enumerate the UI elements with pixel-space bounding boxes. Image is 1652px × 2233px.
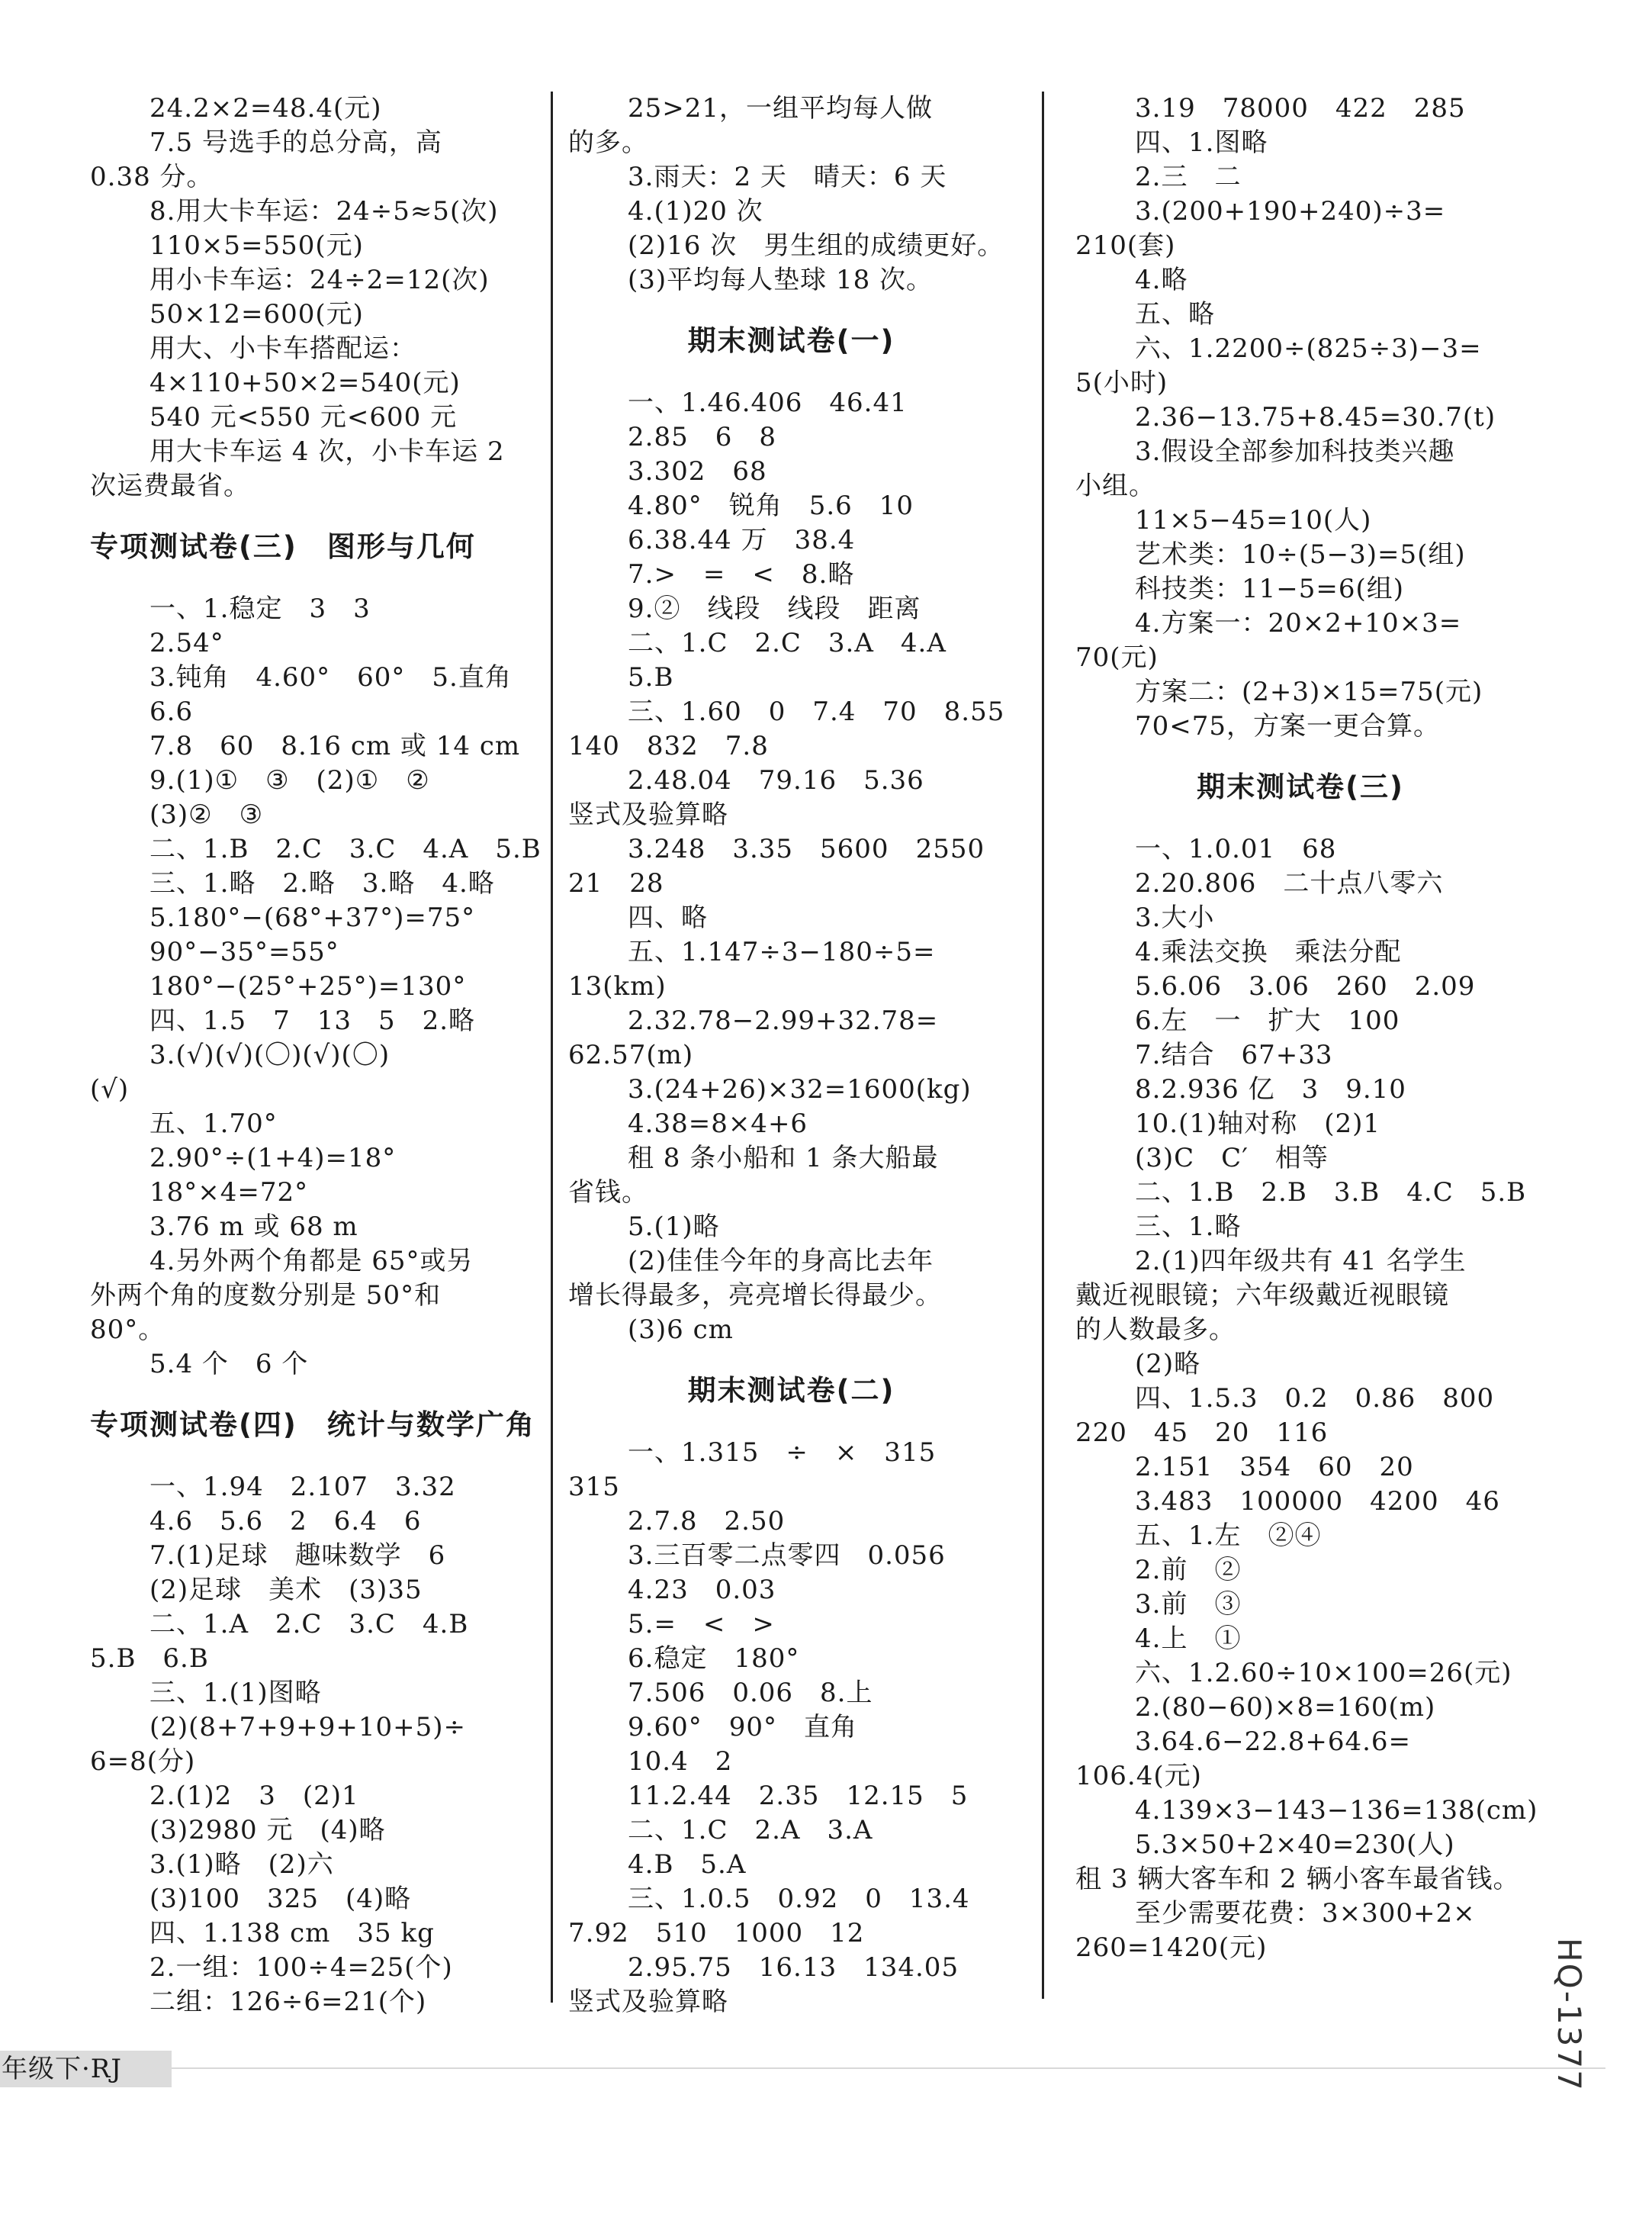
answer-line: 2.90°÷(1+4)=18° [149, 1143, 397, 1173]
answer-line: (3)平均每人垫球 18 次。 [628, 265, 934, 295]
answer-line: 用大、小卡车搭配运： [149, 333, 416, 364]
answer-line: 六、1.2.60÷10×100=26(元) [1135, 1658, 1512, 1688]
answer-line: 租 8 条小船和 1 条大船最 [628, 1143, 939, 1173]
answer-line: 用小卡车运：24÷2=12(次) [149, 265, 490, 295]
answer-line: 2.32.78−2.99+32.78= [628, 1005, 939, 1036]
answer-line: 艺术类：10÷(5−3)=5(组) [1135, 539, 1466, 570]
answer-line: 2.54° [149, 628, 224, 658]
answer-line: 18°×4=72° [149, 1177, 309, 1208]
answer-line: 4.23 0.03 [628, 1575, 776, 1605]
answer-line: 三、1.60 0 7.4 70 8.55 [628, 697, 1005, 727]
answer-line: 7.506 0.06 8.上 [628, 1678, 873, 1708]
answer-line: 四、1.5.3 0.2 0.86 800 [1135, 1383, 1495, 1414]
answer-line: 2.95.75 16.13 134.05 [628, 1952, 959, 1983]
column-divider [551, 92, 553, 2003]
answer-line: 外两个角的度数分别是 50°和 [90, 1280, 442, 1311]
answer-line: 戴近视眼镜；六年级戴近视眼镜 [1075, 1280, 1449, 1311]
answer-line: 11.2.44 2.35 12.15 5 [628, 1781, 969, 1811]
answer-line: 7.5 号选手的总分高，高 [149, 127, 442, 158]
side-code: HQ-1377 [1551, 1938, 1588, 2092]
answer-line: (2)(8+7+9+9+10+5)÷ [149, 1712, 467, 1742]
answer-line: 5.180°−(68°+37°)=75° [149, 903, 476, 933]
answer-line: 6.38.44 万 38.4 [628, 525, 856, 555]
answer-line: 80°。 [90, 1314, 166, 1345]
answer-line: (2)足球 美术 (3)35 [149, 1575, 423, 1605]
answer-line: 0.38 分。 [90, 162, 214, 192]
answer-line: 10.(1)轴对称 (2)1 [1135, 1108, 1381, 1139]
answer-line: 二、1.C 2.A 3.A [628, 1815, 873, 1845]
answer-line: 7.(1)足球 趣味数学 6 [149, 1540, 446, 1571]
answer-line: (3)6 cm [628, 1314, 734, 1345]
answer-line: 3.假设全部参加科技类兴趣 [1135, 436, 1455, 467]
answer-line: 50×12=600(元) [149, 299, 364, 330]
answer-line: 4×110+50×2=540(元) [149, 368, 461, 398]
answer-line: 3.三百零二点零四 0.056 [628, 1540, 946, 1571]
answer-line: 一、1.0.01 68 [1135, 834, 1337, 864]
answer-line: 竖式及验算略 [568, 1987, 728, 2017]
answer-line: 6=8(分) [90, 1746, 196, 1777]
answer-line: 5.= < > [628, 1609, 775, 1639]
answer-line: 2.36−13.75+8.45=30.7(t) [1135, 402, 1496, 433]
answer-line: 2.(1)2 3 (2)1 [149, 1781, 359, 1811]
answer-line: 62.57(m) [568, 1040, 694, 1070]
answer-column-1 [90, 92, 542, 2019]
answer-line: 四、1.图略 [1135, 127, 1268, 158]
answer-line: 二、1.B 2.C 3.C 4.A 5.B [149, 834, 542, 864]
answer-line: 3.(24+26)×32=1600(kg) [628, 1074, 972, 1105]
answer-line: 4.6 5.6 2 6.4 6 [149, 1506, 422, 1536]
answer-line: 2.三 二 [1135, 162, 1242, 192]
answer-line: (3)100 325 (4)略 [149, 1884, 412, 1914]
answer-line: 增长得最多，亮亮增长得最少。 [568, 1280, 942, 1311]
answer-line: 5(小时) [1075, 368, 1168, 398]
answer-line: 5.(1)略 [628, 1211, 720, 1242]
answer-line: 科技类：11−5=6(组) [1135, 574, 1405, 604]
answer-line: 五、略 [1135, 299, 1215, 330]
answer-line: 一、1.稳定 3 3 [149, 594, 371, 624]
answer-line: (2)16 次 男生组的成绩更好。 [628, 230, 1004, 261]
answer-line: 10.4 2 [628, 1746, 733, 1777]
answer-line: 90°−35°=55° [149, 937, 339, 967]
answer-line: 6.左 一 扩大 100 [1135, 1005, 1400, 1036]
answer-line: 4.38=8×4+6 [628, 1108, 808, 1139]
section-heading: 期末测试卷(三) [1197, 771, 1404, 803]
answer-line: 五、1.147÷3−180÷5= [628, 937, 936, 967]
answer-line: 四、1.138 cm 35 kg [149, 1918, 435, 1948]
answer-line: 3.大小 [1135, 903, 1215, 933]
section-heading: 期末测试卷(二) [687, 1374, 895, 1407]
answer-line: 3.19 78000 422 285 [1135, 93, 1466, 124]
answer-line: 3.302 68 [628, 456, 767, 487]
answer-line: 315 [568, 1472, 620, 1502]
answer-line: 一、1.315 ÷ × 315 [628, 1437, 937, 1468]
answer-line: 70(元) [1075, 642, 1159, 673]
answer-line: 24.2×2=48.4(元) [149, 93, 382, 124]
answer-line: 4.上 ① [1135, 1623, 1242, 1654]
answer-line: 三、1.略 2.略 3.略 4.略 [149, 868, 495, 899]
answer-line: 三、1.略 [1135, 1211, 1242, 1242]
column-divider [1042, 92, 1044, 1999]
answer-line: (2)略 [1135, 1349, 1201, 1379]
answer-line: 7.结合 67+33 [1135, 1040, 1333, 1070]
answer-line: 5.B 6.B [90, 1643, 209, 1674]
answer-line: 3.钝角 4.60° 60° 5.直角 [149, 662, 512, 693]
answer-line: (3)② ③ [149, 800, 264, 830]
answer-line: 7.> = < 8.略 [628, 559, 855, 590]
answer-line: 省钱。 [568, 1177, 648, 1208]
answer-line: 4.另外两个角都是 65°或另 [149, 1246, 474, 1276]
answer-line: 3.雨天：2 天 晴天：6 天 [628, 162, 947, 192]
answer-line: 4.139×3−143−136=138(cm) [1135, 1795, 1538, 1826]
footer-grade-tab [0, 2051, 172, 2087]
answer-line: 4.乘法交换 乘法分配 [1135, 937, 1402, 967]
answer-line: 2.前 ② [1135, 1555, 1242, 1585]
answer-line: 8.用大卡车运：24÷5≈5(次) [149, 196, 499, 227]
answer-line: 110×5=550(元) [149, 230, 364, 261]
answer-line: 4.略 [1135, 265, 1188, 295]
answer-line: 2.(1)四年级共有 41 名学生 [1135, 1246, 1467, 1276]
answer-line: 3.前 ③ [1135, 1589, 1242, 1620]
answer-line: 用大卡车运 4 次，小卡车运 2 [149, 436, 505, 467]
answer-line: 一、1.94 2.107 3.32 [149, 1472, 456, 1502]
answer-line: 3.76 m 或 68 m [149, 1211, 358, 1242]
answer-line: 8.2.936 亿 3 9.10 [1135, 1074, 1406, 1105]
answer-column-2 [568, 92, 1014, 2019]
answer-line: (√) [90, 1074, 130, 1105]
answer-line: 五、1.左 ②④ [1135, 1520, 1322, 1551]
footer-label: 年级下·RJ [2, 2054, 123, 2084]
answer-line: 至少需要花费：3×300+2× [1135, 1898, 1476, 1929]
answer-line: 竖式及验算略 [568, 800, 728, 830]
answer-line: 9.60° 90° 直角 [628, 1712, 857, 1742]
answer-line: 二、1.A 2.C 3.C 4.B [149, 1609, 469, 1639]
answer-line: 4.(1)20 次 [628, 196, 763, 227]
answer-line: 106.4(元) [1075, 1761, 1202, 1791]
answer-line: 3.(√)(√)(〇)(√)(〇) [149, 1040, 391, 1070]
answer-line: 二、1.B 2.B 3.B 4.C 5.B [1135, 1177, 1527, 1208]
answer-line: 5.3×50+2×40=230(人) [1135, 1829, 1455, 1860]
answer-line: 21 28 [568, 868, 664, 899]
answer-line: 次运费最省。 [90, 471, 250, 501]
answer-line: 五、1.70° [149, 1108, 278, 1139]
answer-line: 260=1420(元) [1075, 1932, 1268, 1963]
answer-line: 11×5−45=10(人) [1135, 505, 1372, 536]
answer-line: 25>21，一组平均每人做 [628, 93, 934, 124]
section-heading: 专项测试卷(四) 统计与数学广角 [90, 1408, 535, 1441]
answer-line: 2.151 354 60 20 [1135, 1452, 1414, 1482]
section-heading: 期末测试卷(一) [687, 324, 895, 357]
answer-line: 220 45 20 116 [1075, 1417, 1329, 1448]
answer-line: (3)2980 元 (4)略 [149, 1815, 386, 1845]
answer-line: 3.(200+190+240)÷3= [1135, 196, 1446, 227]
answer-line: 三、1.(1)图略 [149, 1678, 322, 1708]
answer-line: 一、1.46.406 46.41 [628, 388, 908, 418]
answer-line: 4.B 5.A [628, 1849, 747, 1880]
answer-line: 2.(80−60)×8=160(m) [1135, 1692, 1436, 1723]
answer-line: 租 3 辆大客车和 2 辆小客车最省钱。 [1075, 1864, 1520, 1894]
answer-line: (3)C C′ 相等 [1135, 1143, 1329, 1173]
answer-line: 9.② 线段 线段 距离 [628, 594, 921, 624]
answer-line: 210(套) [1075, 230, 1176, 261]
answer-line: 2.48.04 79.16 5.36 [628, 765, 924, 796]
answer-line: 3.(1)略 (2)六 [149, 1849, 334, 1880]
answer-line: 二、1.C 2.C 3.A 4.A [628, 628, 947, 658]
answer-line: 5.6.06 3.06 260 2.09 [1135, 971, 1476, 1002]
answer-line: (2)佳佳今年的身高比去年 [628, 1246, 934, 1276]
answer-line: 7.92 510 1000 12 [568, 1918, 865, 1948]
answer-line: 5.B [628, 662, 674, 693]
answer-line: 3.64.6−22.8+64.6= [1135, 1726, 1412, 1757]
answer-line: 四、略 [628, 903, 708, 933]
answer-line: 5.4 个 6 个 [149, 1349, 309, 1379]
answer-line: 70<75，方案一更合算。 [1135, 711, 1441, 742]
answer-line: 4.方案一：20×2+10×3= [1135, 608, 1462, 639]
answer-line: 小组。 [1075, 471, 1155, 501]
answer-line: 180°−(25°+25°)=130° [149, 971, 467, 1002]
answer-line: 2.20.806 二十点八零六 [1135, 868, 1444, 899]
answer-line: 2.一组：100÷4=25(个) [149, 1952, 453, 1983]
answer-line: 的人数最多。 [1075, 1314, 1236, 1345]
answer-line: 540 元<550 元<600 元 [149, 402, 458, 433]
answer-line: 9.(1)① ③ (2)① ② [149, 765, 430, 796]
footer-rule [172, 2067, 1605, 2069]
answer-line: 3.483 100000 4200 46 [1135, 1486, 1500, 1517]
answer-line: 三、1.0.5 0.92 0 13.4 [628, 1884, 970, 1914]
answer-line: 2.85 6 8 [628, 422, 776, 452]
answer-line: 4.80° 锐角 5.6 10 [628, 491, 914, 521]
answer-line: 四、1.5 7 13 5 2.略 [149, 1005, 476, 1036]
answer-line: 13(km) [568, 971, 667, 1002]
answer-line: 6.稳定 180° [628, 1643, 800, 1674]
answer-line: 6.6 [149, 697, 194, 727]
answer-line: 的多。 [568, 127, 648, 158]
answer-line: 140 832 7.8 [568, 731, 769, 761]
answer-line: 3.248 3.35 5600 2550 [628, 834, 985, 864]
answer-line: 二组：126÷6=21(个) [149, 1987, 427, 2017]
answer-column-3 [1075, 92, 1538, 1965]
answer-line: 2.7.8 2.50 [628, 1506, 786, 1536]
answer-line: 7.8 60 8.16 cm 或 14 cm [149, 731, 521, 761]
answer-line: 六、1.2200÷(825÷3)−3= [1135, 333, 1482, 364]
section-heading: 专项测试卷(三) 图形与几何 [90, 530, 476, 563]
answer-line: 方案二：(2+3)×15=75(元) [1135, 677, 1483, 707]
